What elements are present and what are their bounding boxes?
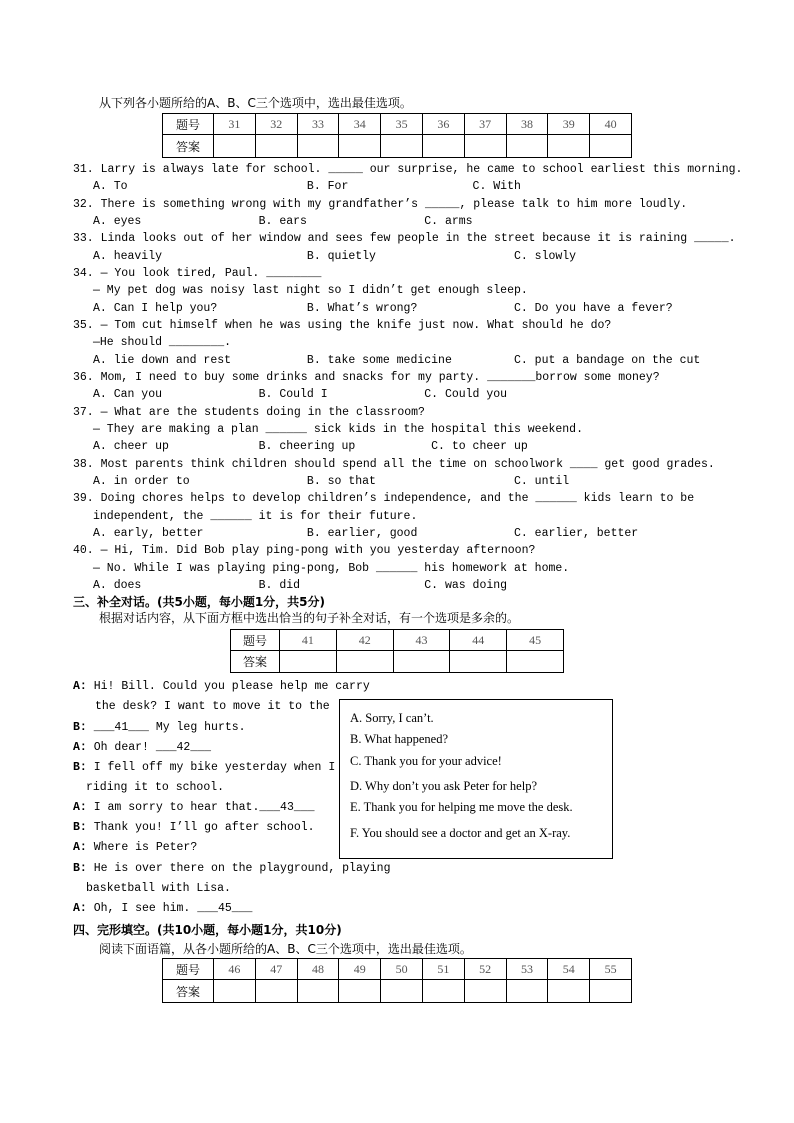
section-heading: 四、完形填空。(共10小题，每小题1分，共10分)	[73, 923, 342, 937]
question-37-reply: — They are making a plan ______ sick kids in the hospital this weekend.	[93, 423, 583, 436]
section-instruction: 根据对话内容，从下面方框中选出恰当的句子补全对话，有一个选项是多余的。	[99, 611, 520, 625]
answer-table-41-45	[230, 629, 564, 673]
question-39: 39. Doing chores helps to develop children’s independence, and the ______ kids learn to be	[73, 492, 695, 505]
speaker-label: B:	[73, 821, 87, 834]
options-37: A. cheer up B. cheering up C. to cheer up	[93, 440, 528, 453]
table-label-ans: 答案	[231, 651, 280, 673]
table-num-cell: 35	[381, 114, 423, 135]
dialogue-line	[86, 781, 224, 795]
dialogue-text: the desk? I want to move it to the	[95, 700, 330, 713]
speaker-label: B:	[73, 862, 87, 875]
option-f: F. You should see a doctor and get an X-ray.	[350, 826, 571, 840]
table-num-cell: 47	[255, 959, 297, 980]
answer-cell[interactable]	[214, 135, 256, 158]
option-c: C. Thank you for your advice!	[350, 754, 502, 768]
table-num-cell: 36	[422, 114, 464, 135]
question-38: 38. Most parents think children should spend all the time on schoolwork ____ get good grades.	[73, 458, 715, 471]
table-num-cell: 55	[590, 959, 632, 980]
answer-cell[interactable]	[506, 980, 548, 1003]
speaker-label: B:	[73, 761, 87, 774]
question-33: 33. Linda looks out of her window and sees few people in the street because it is raining _____.	[73, 232, 736, 245]
dialogue-text: Oh, I see him. ___45___	[93, 902, 253, 915]
table-label-num: 题号	[163, 114, 214, 135]
table-num-cell: 54	[548, 959, 590, 980]
table-num-cell: 37	[464, 114, 506, 135]
option-b: B. What happened?	[350, 732, 448, 746]
answer-cell[interactable]	[506, 135, 548, 158]
answer-cell[interactable]	[548, 135, 590, 158]
dialogue-line	[73, 721, 246, 735]
answer-cell[interactable]	[381, 980, 423, 1003]
speaker-label: A:	[73, 741, 87, 754]
answer-cell[interactable]	[464, 980, 506, 1003]
question-35-reply: —He should ________.	[93, 336, 232, 349]
dialogue-text: basketball with Lisa.	[86, 882, 231, 895]
dialogue-text: ___41___ My leg hurts.	[93, 721, 246, 734]
options-39: A. early, better B. earlier, good C. earlier, better	[93, 527, 639, 540]
section-instruction: 从下列各小题所给的A、B、C三个选项中，选出最佳选项。	[99, 96, 412, 110]
speaker-label: A:	[73, 801, 87, 814]
speaker-label: A:	[73, 841, 87, 854]
table-num-cell: 38	[506, 114, 548, 135]
answer-cell[interactable]	[381, 135, 423, 158]
answer-cell[interactable]	[590, 980, 632, 1003]
dialogue-line	[73, 761, 335, 775]
answer-cell[interactable]	[339, 980, 381, 1003]
dialogue-line	[86, 882, 231, 896]
question-34: 34. — You look tired, Paul. ________	[73, 267, 322, 280]
table-num-cell: 31	[214, 114, 256, 135]
options-32: A. eyes B. ears C. arms	[93, 215, 473, 228]
answer-cell[interactable]	[590, 135, 632, 158]
dialogue-text: riding it to school.	[86, 781, 225, 794]
options-33: A. heavily B. quietly C. slowly	[93, 250, 577, 263]
table-label-ans: 答案	[163, 980, 214, 1003]
options-35: A. lie down and rest B. take some medicine C. put a bandage on the cut	[93, 354, 701, 367]
answer-cell[interactable]	[422, 980, 464, 1003]
options-box	[339, 699, 613, 859]
speaker-label: B:	[73, 721, 87, 734]
question-34-reply: — My pet dog was noisy last night so I didn’t get enough sleep.	[93, 284, 528, 297]
answer-cell[interactable]	[464, 135, 506, 158]
answer-cell[interactable]	[255, 980, 297, 1003]
dialogue-text: Where is Peter?	[93, 841, 198, 854]
question-32: 32. There is something wrong with my grandfather’s _____, please talk to him more loudly.	[73, 198, 688, 211]
table-num-cell: 53	[506, 959, 548, 980]
answer-cell[interactable]	[297, 980, 339, 1003]
section-heading: 三、补全对话。(共5小题，每小题1分，共5分)	[73, 595, 326, 609]
table-num-cell: 34	[339, 114, 381, 135]
question-37: 37. — What are the students doing in the classroom?	[73, 406, 425, 419]
table-num-cell: 46	[214, 959, 256, 980]
dialogue-text: I am sorry to hear that.___43___	[93, 801, 315, 814]
table-num-cell: 51	[422, 959, 464, 980]
table-num-cell: 52	[464, 959, 506, 980]
answer-cell[interactable]	[214, 980, 256, 1003]
table-label-num: 题号	[231, 630, 280, 651]
dialogue-text: Hi! Bill. Could you please help me carry	[93, 680, 370, 693]
answer-cell[interactable]	[393, 651, 450, 673]
question-39-cont: independent, the ______ it is for their future.	[93, 510, 418, 523]
dialogue-line	[73, 862, 390, 876]
dialogue-line	[73, 741, 211, 755]
question-40-reply: — No. While I was playing ping-pong, Bob ______ his homework at home.	[93, 562, 570, 575]
answer-cell[interactable]	[339, 135, 381, 158]
section-instruction: 阅读下面语篇，从各小题所给的A、B、C三个选项中，选出最佳选项。	[99, 942, 472, 956]
speaker-label: A:	[73, 680, 87, 693]
dialogue-line	[73, 841, 197, 855]
option-a: A. Sorry, I can’t.	[350, 711, 434, 725]
table-num-cell: 42	[336, 630, 393, 651]
table-num-cell: 50	[381, 959, 423, 980]
answer-table-46-55	[162, 958, 632, 1003]
table-num-cell: 32	[255, 114, 297, 135]
answer-cell[interactable]	[336, 651, 393, 673]
dialogue-line	[73, 902, 252, 916]
dialogue-line	[73, 821, 315, 835]
dialogue-text: I fell off my bike yesterday when I	[93, 761, 336, 774]
option-e: E. Thank you for helping me move the desk.	[350, 800, 573, 814]
table-num-cell: 48	[297, 959, 339, 980]
speaker-label: A:	[73, 902, 87, 915]
answer-cell[interactable]	[280, 651, 337, 673]
answer-cell[interactable]	[450, 651, 507, 673]
table-num-cell: 39	[548, 114, 590, 135]
answer-cell[interactable]	[507, 651, 564, 673]
question-36: 36. Mom, I need to buy some drinks and snacks for my party. _______borrow some money?	[73, 371, 660, 384]
table-num-cell: 43	[393, 630, 450, 651]
table-label-num: 题号	[163, 959, 214, 980]
table-label-ans: 答案	[163, 135, 214, 158]
answer-cell[interactable]	[548, 980, 590, 1003]
dialogue-text: Thank you! I’ll go after school.	[93, 821, 315, 834]
table-num-cell: 40	[590, 114, 632, 135]
option-d: D. Why don’t you ask Peter for help?	[350, 779, 537, 793]
dialogue-text: Oh dear! ___42___	[93, 741, 212, 754]
answer-cell[interactable]	[297, 135, 339, 158]
options-36: A. Can you B. Could I C. Could you	[93, 388, 508, 401]
dialogue-line	[95, 700, 330, 714]
options-40: A. does B. did C. was doing	[93, 579, 508, 592]
question-31: 31. Larry is always late for school. _____ our surprise, he came to school earliest this morning.	[73, 163, 743, 176]
table-num-cell: 44	[450, 630, 507, 651]
answer-table-31-40	[162, 113, 632, 158]
table-num-cell: 33	[297, 114, 339, 135]
dialogue-line	[73, 801, 315, 815]
answer-cell[interactable]	[255, 135, 297, 158]
answer-cell[interactable]	[422, 135, 464, 158]
question-35: 35. — Tom cut himself when he was using the knife just now. What should he do?	[73, 319, 612, 332]
table-num-cell: 41	[280, 630, 337, 651]
table-num-cell: 45	[507, 630, 564, 651]
options-34: A. Can I help you? B. What’s wrong? C. Do you have a fever?	[93, 302, 673, 315]
options-38: A. in order to B. so that C. until	[93, 475, 570, 488]
question-40: 40. — Hi, Tim. Did Bob play ping-pong with you yesterday afternoon?	[73, 544, 536, 557]
dialogue-line	[73, 680, 370, 694]
options-31: A. To B. For C. With	[93, 180, 521, 193]
dialogue-text: He is over there on the playground, playing	[93, 862, 391, 875]
table-num-cell: 49	[339, 959, 381, 980]
